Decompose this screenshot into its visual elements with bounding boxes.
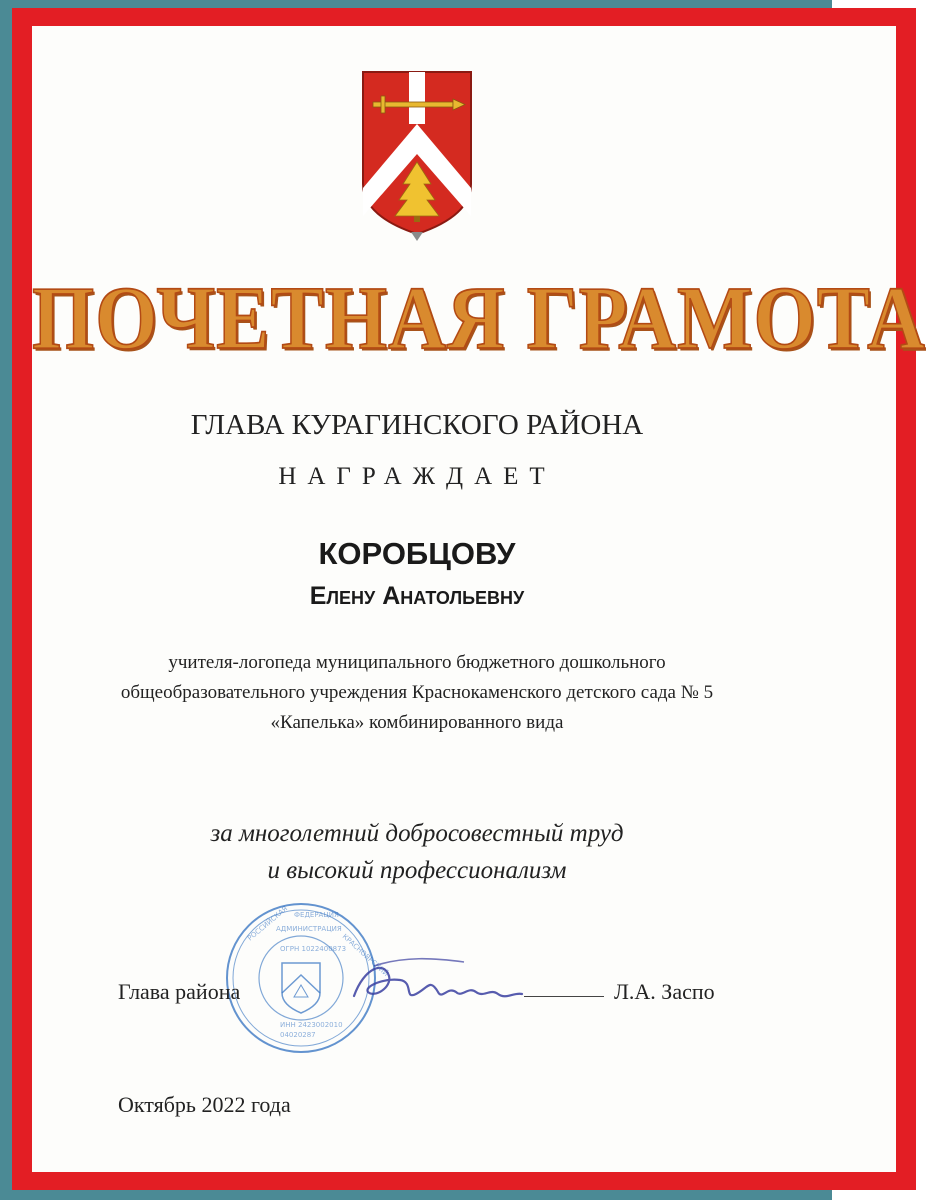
page-title: ПОЧЕТНАЯ ГРАМОТА — [32, 269, 926, 369]
signatory-name: Л.А. Заспо — [614, 979, 715, 1004]
signatory-position: Глава района — [118, 979, 241, 1004]
reason-line: и высокий профессионализм — [267, 857, 567, 884]
awards-heading: НАГРАЖДАЕТ — [278, 463, 556, 490]
handwritten-signature — [344, 948, 554, 1018]
svg-text:КРАСНОЯРСКИЙ: КРАСНОЯРСКИЙ — [340, 932, 390, 979]
svg-text:ИНН 2423002010: ИНН 2423002010 — [280, 1021, 343, 1029]
certificate-paper — [32, 26, 926, 1172]
svg-text:РОССИЙСКАЯ: РОССИЙСКАЯ — [246, 904, 290, 943]
issue-date: Октябрь 2022 года — [118, 1092, 291, 1117]
recipient-surname: КОРОБЦОВУ — [318, 536, 516, 571]
svg-text:ФЕДЕРАЦИЯ: ФЕДЕРАЦИЯ — [294, 911, 339, 919]
issuer-heading: ГЛАВА КУРАГИНСКОГО РАЙОНА — [190, 409, 644, 441]
description-line: «Капелька» комбинированного вида — [270, 712, 564, 733]
svg-text:АДМИНИСТРАЦИЯ: АДМИНИСТРАЦИЯ — [276, 925, 342, 933]
description-line: общеобразовательного учреждения Краснокаменского детского сада № 5 — [120, 682, 714, 703]
coat-of-arms-icon — [357, 66, 477, 241]
signature-line — [524, 996, 604, 997]
reason-line: за многолетний добросовестный труд — [210, 820, 624, 847]
svg-text:ОГРН 1022400873: ОГРН 1022400873 — [280, 945, 347, 953]
description-line: учителя-логопеда муниципального бюджетного дошкольного — [168, 652, 666, 673]
recipient-names: Елену Анатольевну — [309, 582, 525, 610]
svg-text:04020287: 04020287 — [280, 1031, 316, 1039]
